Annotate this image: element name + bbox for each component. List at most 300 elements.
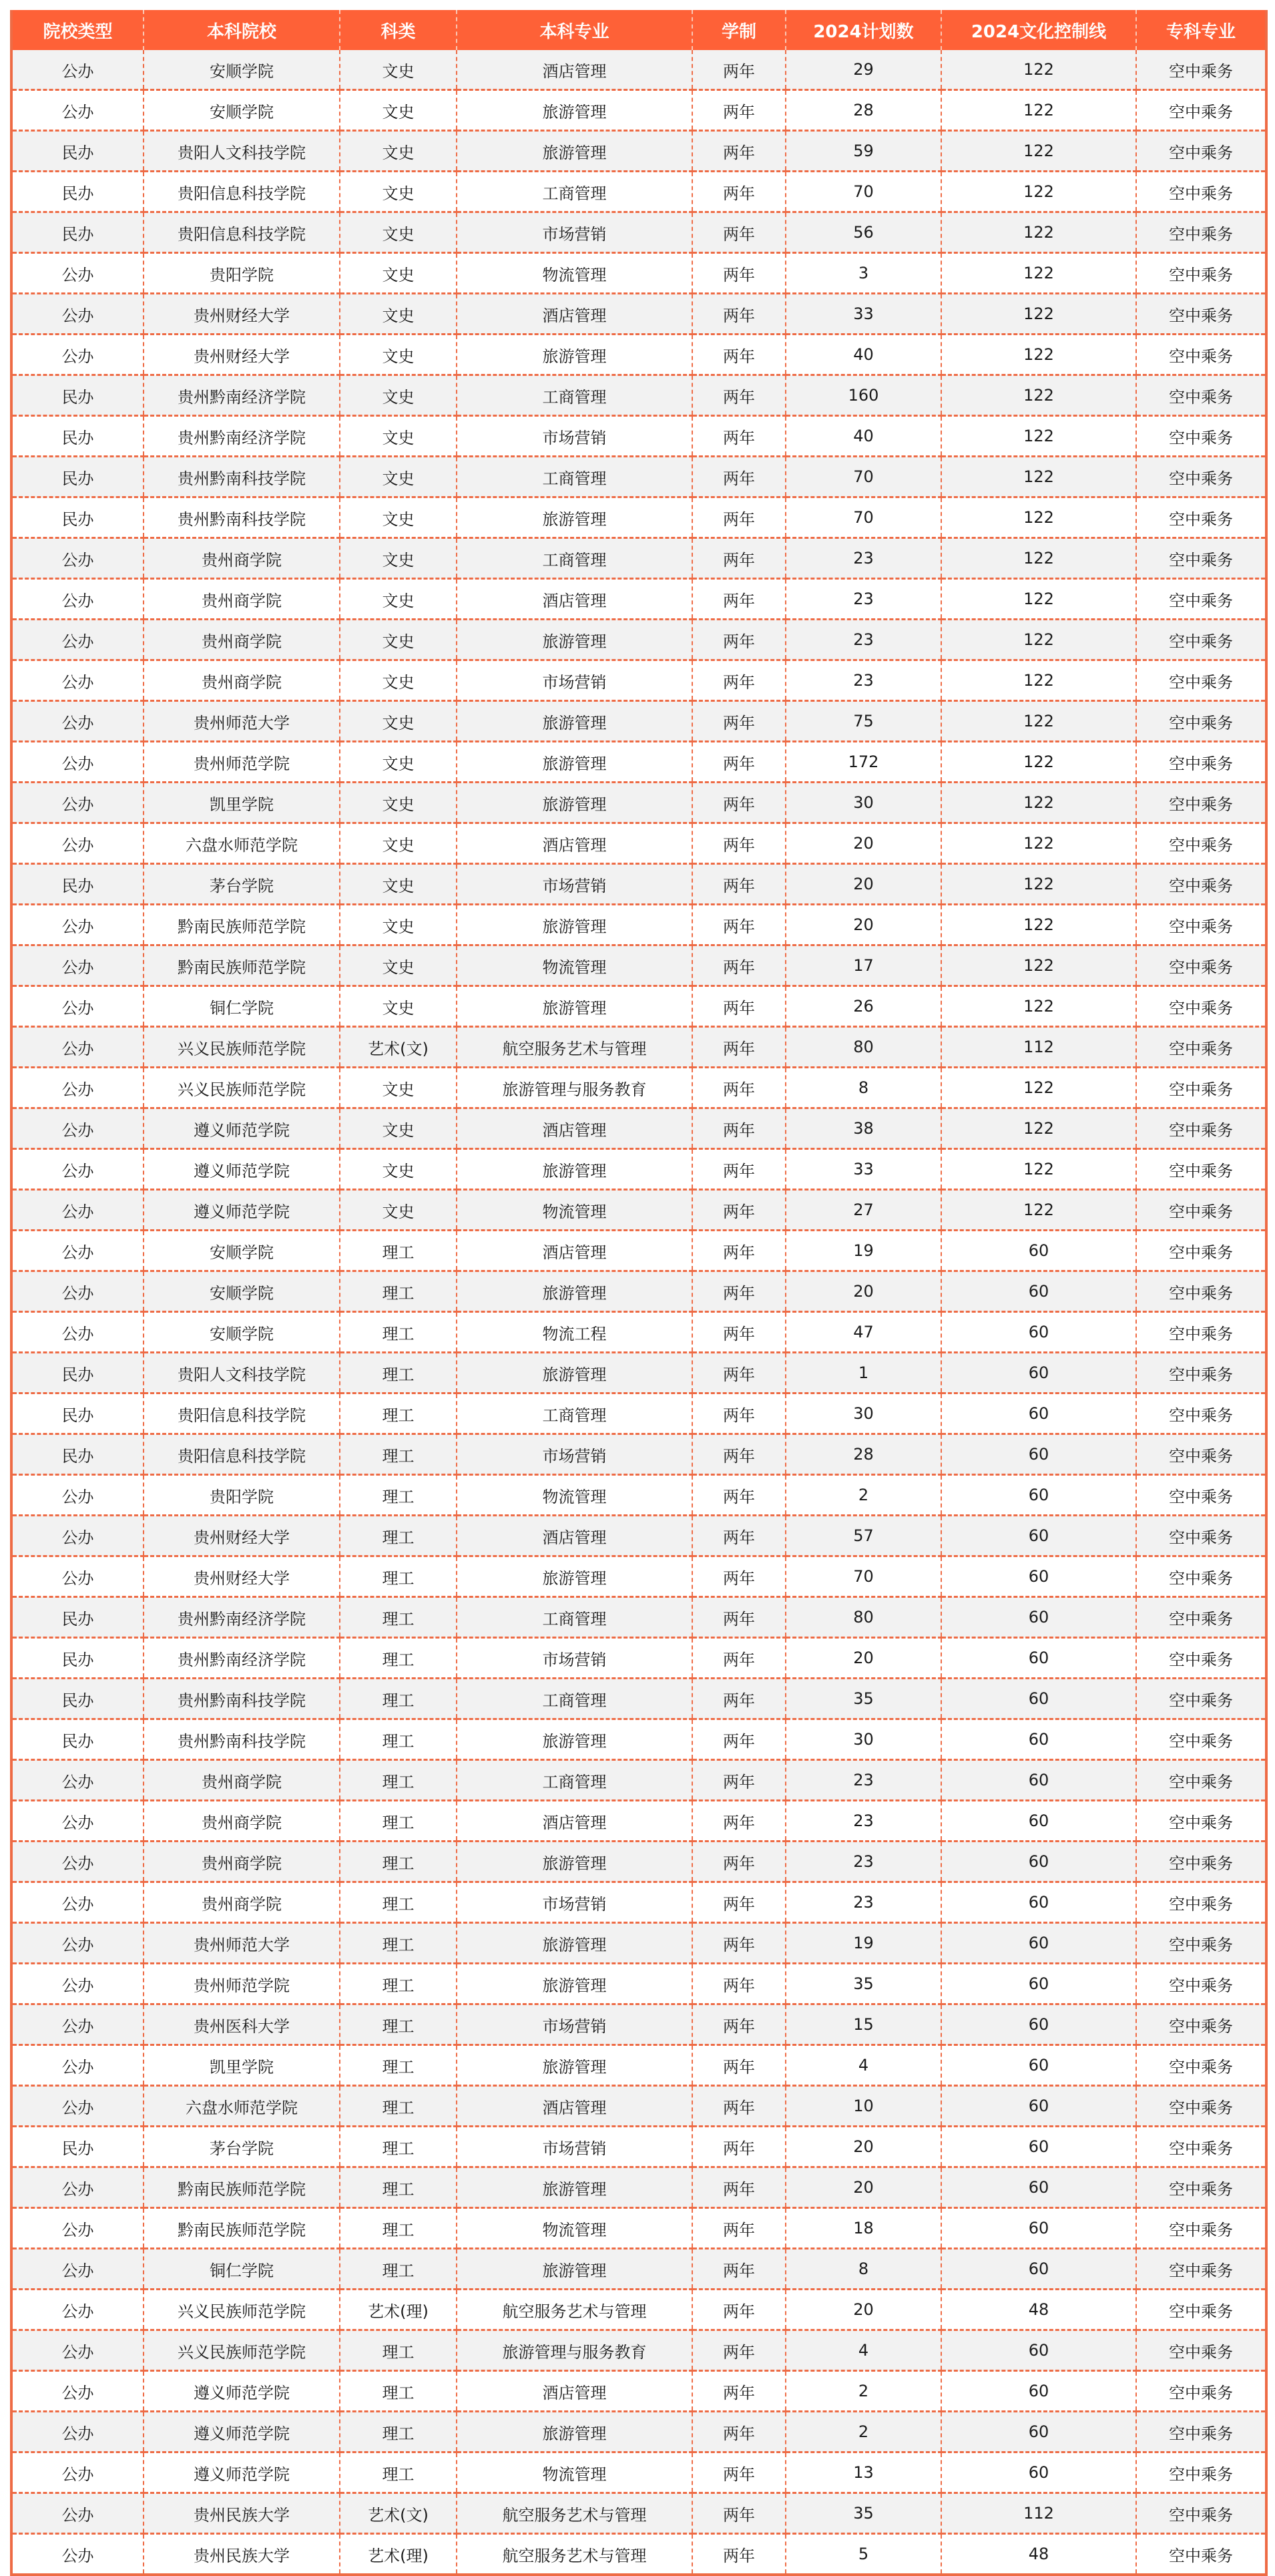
cell-undergrad-major: 物流管理 (457, 945, 692, 986)
table-row (11, 1964, 1266, 2004)
table-row (11, 497, 1266, 538)
cell-undergrad-school: 贵州财经大学 (144, 1556, 340, 1597)
cell-subject-category: 文史 (340, 335, 457, 375)
cell-cutoff-line: 122 (941, 701, 1136, 742)
table-row (11, 986, 1266, 1027)
table-row (11, 1679, 1266, 1719)
table-row (11, 2167, 1266, 2208)
table-row (11, 864, 1266, 905)
cell-cutoff-line: 122 (941, 90, 1136, 131)
cell-plan-count: 3 (786, 253, 941, 294)
cell-school-type: 公办 (11, 1149, 144, 1190)
cell-subject-category: 文史 (340, 50, 457, 90)
cell-plan-count: 23 (786, 660, 941, 701)
cell-duration: 两年 (692, 701, 786, 742)
cell-school-type: 公办 (11, 1882, 144, 1923)
cell-plan-count: 23 (786, 1801, 941, 1842)
table-row (11, 1597, 1266, 1638)
header-cutoff-line-2024: 2024文化控制线 (941, 10, 1136, 50)
cell-cutoff-line: 112 (941, 2493, 1136, 2534)
cell-school-type: 公办 (11, 1842, 144, 1882)
cell-school-type: 民办 (11, 1679, 144, 1719)
cell-cutoff-line: 60 (941, 1353, 1136, 1393)
cell-duration: 两年 (692, 2330, 786, 2371)
cell-plan-count: 4 (786, 2330, 941, 2371)
cell-subject-category: 理工 (340, 1475, 457, 1516)
cell-undergrad-major: 旅游管理 (457, 1271, 692, 1312)
cell-subject-category: 理工 (340, 1842, 457, 1882)
cell-plan-count: 29 (786, 50, 941, 90)
cell-school-type: 民办 (11, 864, 144, 905)
cell-plan-count: 172 (786, 742, 941, 783)
cell-associate-major: 空中乘务 (1136, 701, 1266, 742)
cell-subject-category: 理工 (340, 1516, 457, 1556)
cell-duration: 两年 (692, 2371, 786, 2412)
cell-cutoff-line: 122 (941, 457, 1136, 497)
cell-plan-count: 4 (786, 2045, 941, 2086)
cell-undergrad-major: 旅游管理 (457, 1556, 692, 1597)
cell-subject-category: 文史 (340, 538, 457, 579)
cell-plan-count: 27 (786, 1190, 941, 1231)
cell-plan-count: 70 (786, 172, 941, 212)
cell-cutoff-line: 60 (941, 1760, 1136, 1801)
cell-plan-count: 2 (786, 2412, 941, 2452)
cell-associate-major: 空中乘务 (1136, 253, 1266, 294)
cell-undergrad-major: 旅游管理 (457, 905, 692, 945)
cell-plan-count: 30 (786, 783, 941, 823)
table-row (11, 1842, 1266, 1882)
cell-associate-major: 空中乘务 (1136, 1964, 1266, 2004)
cell-plan-count: 160 (786, 375, 941, 416)
table-row (11, 294, 1266, 335)
cell-subject-category: 文史 (340, 864, 457, 905)
cell-duration: 两年 (692, 823, 786, 864)
cell-undergrad-major: 旅游管理 (457, 2412, 692, 2452)
cell-undergrad-major: 旅游管理 (457, 783, 692, 823)
cell-undergrad-school: 贵州师范大学 (144, 701, 340, 742)
cell-subject-category: 文史 (340, 620, 457, 660)
cell-school-type: 公办 (11, 2493, 144, 2534)
cell-undergrad-major: 酒店管理 (457, 579, 692, 620)
cell-associate-major: 空中乘务 (1136, 620, 1266, 660)
table-row (11, 1434, 1266, 1475)
table-row (11, 742, 1266, 783)
cell-subject-category: 文史 (340, 1108, 457, 1149)
cell-associate-major: 空中乘务 (1136, 2493, 1266, 2534)
cell-cutoff-line: 60 (941, 1638, 1136, 1679)
cell-school-type: 公办 (11, 1475, 144, 1516)
cell-plan-count: 23 (786, 579, 941, 620)
table-row (11, 1190, 1266, 1231)
cell-subject-category: 文史 (340, 497, 457, 538)
cell-duration: 两年 (692, 2004, 786, 2045)
cell-subject-category: 理工 (340, 2412, 457, 2452)
cell-duration: 两年 (692, 1801, 786, 1842)
cell-plan-count: 40 (786, 416, 941, 457)
cell-associate-major: 空中乘务 (1136, 1271, 1266, 1312)
cell-associate-major: 空中乘务 (1136, 1353, 1266, 1393)
cell-cutoff-line: 60 (941, 1719, 1136, 1760)
cell-duration: 两年 (692, 2249, 786, 2290)
cell-school-type: 公办 (11, 2167, 144, 2208)
cell-undergrad-school: 遵义师范学院 (144, 1190, 340, 1231)
table-row (11, 375, 1266, 416)
cell-associate-major: 空中乘务 (1136, 2330, 1266, 2371)
cell-undergrad-school: 贵州师范学院 (144, 742, 340, 783)
cell-cutoff-line: 122 (941, 172, 1136, 212)
cell-undergrad-major: 旅游管理 (457, 2045, 692, 2086)
cell-associate-major: 空中乘务 (1136, 1638, 1266, 1679)
cell-undergrad-major: 旅游管理 (457, 742, 692, 783)
cell-associate-major: 空中乘务 (1136, 2167, 1266, 2208)
cell-associate-major: 空中乘务 (1136, 1679, 1266, 1719)
cell-duration: 两年 (692, 620, 786, 660)
cell-duration: 两年 (692, 1556, 786, 1597)
cell-school-type: 民办 (11, 2127, 144, 2167)
cell-associate-major: 空中乘务 (1136, 1149, 1266, 1190)
cell-plan-count: 18 (786, 2208, 941, 2249)
table-row (11, 2330, 1266, 2371)
cell-plan-count: 47 (786, 1312, 941, 1353)
cell-plan-count: 20 (786, 1638, 941, 1679)
cell-subject-category: 艺术(文) (340, 2493, 457, 2534)
cell-school-type: 公办 (11, 2371, 144, 2412)
cell-school-type: 民办 (11, 212, 144, 253)
cell-associate-major: 空中乘务 (1136, 945, 1266, 986)
cell-school-type: 公办 (11, 945, 144, 986)
cell-undergrad-school: 安顺学院 (144, 90, 340, 131)
cell-school-type: 民办 (11, 1353, 144, 1393)
cell-undergrad-major: 物流管理 (457, 2208, 692, 2249)
table-row (11, 660, 1266, 701)
table-row (11, 212, 1266, 253)
cell-school-type: 公办 (11, 1231, 144, 1271)
cell-plan-count: 10 (786, 2086, 941, 2127)
cell-associate-major: 空中乘务 (1136, 294, 1266, 335)
cell-duration: 两年 (692, 457, 786, 497)
cell-associate-major: 空中乘务 (1136, 905, 1266, 945)
cell-undergrad-major: 工商管理 (457, 1597, 692, 1638)
cell-plan-count: 80 (786, 1027, 941, 1068)
cell-undergrad-school: 贵州财经大学 (144, 1516, 340, 1556)
cell-associate-major: 空中乘务 (1136, 660, 1266, 701)
cell-undergrad-school: 兴义民族师范学院 (144, 1068, 340, 1108)
cell-plan-count: 20 (786, 2127, 941, 2167)
cell-school-type: 公办 (11, 1801, 144, 1842)
cell-undergrad-school: 贵州商学院 (144, 620, 340, 660)
cell-cutoff-line: 60 (941, 1475, 1136, 1516)
cell-associate-major: 空中乘务 (1136, 457, 1266, 497)
cell-cutoff-line: 60 (941, 2208, 1136, 2249)
cell-associate-major: 空中乘务 (1136, 375, 1266, 416)
cell-cutoff-line: 122 (941, 294, 1136, 335)
header-school-type: 院校类型 (11, 10, 144, 50)
table-row (11, 1882, 1266, 1923)
cell-subject-category: 理工 (340, 2249, 457, 2290)
cell-school-type: 公办 (11, 579, 144, 620)
cell-undergrad-school: 贵州商学院 (144, 538, 340, 579)
cell-undergrad-school: 贵州医科大学 (144, 2004, 340, 2045)
cell-undergrad-school: 安顺学院 (144, 1231, 340, 1271)
cell-cutoff-line: 122 (941, 660, 1136, 701)
cell-subject-category: 文史 (340, 416, 457, 457)
header-duration: 学制 (692, 10, 786, 50)
cell-undergrad-school: 贵州黔南经济学院 (144, 416, 340, 457)
cell-associate-major: 空中乘务 (1136, 538, 1266, 579)
cell-cutoff-line: 60 (941, 2412, 1136, 2452)
cell-cutoff-line: 122 (941, 1068, 1136, 1108)
cell-duration: 两年 (692, 2045, 786, 2086)
cell-duration: 两年 (692, 1516, 786, 1556)
cell-associate-major: 空中乘务 (1136, 1312, 1266, 1353)
cell-school-type: 公办 (11, 1312, 144, 1353)
cell-school-type: 民办 (11, 1393, 144, 1434)
cell-school-type: 公办 (11, 1271, 144, 1312)
cell-associate-major: 空中乘务 (1136, 2534, 1266, 2575)
table-row (11, 538, 1266, 579)
cell-undergrad-major: 酒店管理 (457, 2371, 692, 2412)
cell-undergrad-major: 酒店管理 (457, 823, 692, 864)
cell-duration: 两年 (692, 1679, 786, 1719)
cell-duration: 两年 (692, 986, 786, 1027)
cell-subject-category: 理工 (340, 2167, 457, 2208)
cell-undergrad-major: 市场营销 (457, 2004, 692, 2045)
cell-subject-category: 文史 (340, 742, 457, 783)
cell-plan-count: 23 (786, 538, 941, 579)
cell-school-type: 公办 (11, 742, 144, 783)
cell-undergrad-school: 贵阳信息科技学院 (144, 172, 340, 212)
cell-associate-major: 空中乘务 (1136, 416, 1266, 457)
cell-undergrad-major: 航空服务艺术与管理 (457, 2290, 692, 2330)
cell-subject-category: 理工 (340, 1434, 457, 1475)
cell-undergrad-major: 旅游管理 (457, 90, 692, 131)
cell-undergrad-school: 贵阳人文科技学院 (144, 131, 340, 172)
cell-associate-major: 空中乘务 (1136, 90, 1266, 131)
cell-school-type: 民办 (11, 416, 144, 457)
table-row (11, 90, 1266, 131)
cell-cutoff-line: 60 (941, 1556, 1136, 1597)
cell-cutoff-line: 60 (941, 1842, 1136, 1882)
cell-plan-count: 75 (786, 701, 941, 742)
cell-associate-major: 空中乘务 (1136, 1801, 1266, 1842)
cell-school-type: 公办 (11, 538, 144, 579)
table-row (11, 2534, 1266, 2575)
cell-school-type: 公办 (11, 2534, 144, 2575)
table-row (11, 2290, 1266, 2330)
cell-undergrad-school: 贵州商学院 (144, 579, 340, 620)
cell-subject-category: 理工 (340, 2086, 457, 2127)
cell-cutoff-line: 60 (941, 1271, 1136, 1312)
cell-undergrad-school: 贵州黔南经济学院 (144, 375, 340, 416)
cell-cutoff-line: 122 (941, 742, 1136, 783)
cell-plan-count: 28 (786, 1434, 941, 1475)
cell-associate-major: 空中乘务 (1136, 2452, 1266, 2493)
cell-duration: 两年 (692, 2493, 786, 2534)
cell-duration: 两年 (692, 864, 786, 905)
cell-undergrad-school: 黔南民族师范学院 (144, 905, 340, 945)
table-row (11, 1475, 1266, 1516)
cell-duration: 两年 (692, 1597, 786, 1638)
cell-subject-category: 理工 (340, 2045, 457, 2086)
table-body (11, 50, 1266, 2575)
header-subject-category: 科类 (340, 10, 457, 50)
cell-school-type: 民办 (11, 1638, 144, 1679)
cell-undergrad-major: 市场营销 (457, 1882, 692, 1923)
cell-plan-count: 70 (786, 497, 941, 538)
cell-associate-major: 空中乘务 (1136, 2208, 1266, 2249)
cell-school-type: 公办 (11, 2004, 144, 2045)
table-row (11, 335, 1266, 375)
cell-subject-category: 文史 (340, 375, 457, 416)
cell-subject-category: 理工 (340, 2004, 457, 2045)
cell-undergrad-major: 工商管理 (457, 375, 692, 416)
cell-associate-major: 空中乘务 (1136, 1068, 1266, 1108)
cell-plan-count: 20 (786, 2290, 941, 2330)
cell-undergrad-major: 市场营销 (457, 1638, 692, 1679)
cell-cutoff-line: 60 (941, 1231, 1136, 1271)
cell-undergrad-school: 黔南民族师范学院 (144, 2167, 340, 2208)
cell-undergrad-major: 旅游管理 (457, 2167, 692, 2208)
table-row (11, 2086, 1266, 2127)
cell-plan-count: 33 (786, 1149, 941, 1190)
cell-plan-count: 59 (786, 131, 941, 172)
table-row (11, 1719, 1266, 1760)
cell-undergrad-school: 贵州商学院 (144, 1882, 340, 1923)
cell-cutoff-line: 122 (941, 823, 1136, 864)
cell-undergrad-major: 旅游管理 (457, 1353, 692, 1393)
cell-plan-count: 26 (786, 986, 941, 1027)
cell-undergrad-school: 贵州黔南经济学院 (144, 1638, 340, 1679)
cell-associate-major: 空中乘务 (1136, 2290, 1266, 2330)
cell-undergrad-school: 安顺学院 (144, 1271, 340, 1312)
cell-undergrad-major: 市场营销 (457, 416, 692, 457)
cell-associate-major: 空中乘务 (1136, 823, 1266, 864)
cell-associate-major: 空中乘务 (1136, 1475, 1266, 1516)
cell-duration: 两年 (692, 1353, 786, 1393)
cell-subject-category: 理工 (340, 1719, 457, 1760)
table-row (11, 905, 1266, 945)
table-row (11, 1556, 1266, 1597)
table-row (11, 2045, 1266, 2086)
cell-duration: 两年 (692, 579, 786, 620)
cell-duration: 两年 (692, 1190, 786, 1231)
cell-undergrad-major: 酒店管理 (457, 1516, 692, 1556)
cell-school-type: 公办 (11, 2412, 144, 2452)
cell-plan-count: 2 (786, 1475, 941, 1516)
table-row (11, 2493, 1266, 2534)
cell-undergrad-major: 酒店管理 (457, 50, 692, 90)
cell-undergrad-school: 铜仁学院 (144, 2249, 340, 2290)
cell-subject-category: 文史 (340, 212, 457, 253)
cell-associate-major: 空中乘务 (1136, 579, 1266, 620)
cell-undergrad-school: 安顺学院 (144, 1312, 340, 1353)
cell-associate-major: 空中乘务 (1136, 497, 1266, 538)
table-row (11, 2412, 1266, 2452)
cell-undergrad-school: 安顺学院 (144, 50, 340, 90)
cell-associate-major: 空中乘务 (1136, 2371, 1266, 2412)
cell-undergrad-school: 贵州民族大学 (144, 2534, 340, 2575)
cell-associate-major: 空中乘务 (1136, 1882, 1266, 1923)
table-row (11, 823, 1266, 864)
cell-duration: 两年 (692, 1312, 786, 1353)
cell-school-type: 公办 (11, 1027, 144, 1068)
cell-undergrad-school: 兴义民族师范学院 (144, 2290, 340, 2330)
cell-undergrad-major: 航空服务艺术与管理 (457, 2493, 692, 2534)
cell-duration: 两年 (692, 50, 786, 90)
cell-school-type: 民办 (11, 1597, 144, 1638)
cell-duration: 两年 (692, 172, 786, 212)
cell-undergrad-major: 旅游管理 (457, 1149, 692, 1190)
table-row (11, 2208, 1266, 2249)
cell-undergrad-major: 旅游管理 (457, 1964, 692, 2004)
cell-duration: 两年 (692, 90, 786, 131)
cell-duration: 两年 (692, 1923, 786, 1964)
cell-plan-count: 40 (786, 335, 941, 375)
cell-undergrad-major: 市场营销 (457, 660, 692, 701)
cell-school-type: 民办 (11, 497, 144, 538)
cell-school-type: 公办 (11, 2330, 144, 2371)
cell-associate-major: 空中乘务 (1136, 986, 1266, 1027)
cell-cutoff-line: 122 (941, 864, 1136, 905)
cell-cutoff-line: 112 (941, 1027, 1136, 1068)
cell-undergrad-school: 凯里学院 (144, 2045, 340, 2086)
cell-duration: 两年 (692, 2167, 786, 2208)
cell-subject-category: 理工 (340, 1801, 457, 1842)
cell-associate-major: 空中乘务 (1136, 2086, 1266, 2127)
table-header (11, 10, 1266, 50)
cell-cutoff-line: 60 (941, 1964, 1136, 2004)
header-undergrad-school: 本科院校 (144, 10, 340, 50)
cell-undergrad-major: 酒店管理 (457, 2086, 692, 2127)
cell-duration: 两年 (692, 2452, 786, 2493)
table-row (11, 172, 1266, 212)
cell-cutoff-line: 122 (941, 335, 1136, 375)
cell-duration: 两年 (692, 1271, 786, 1312)
cell-undergrad-school: 贵州财经大学 (144, 335, 340, 375)
cell-duration: 两年 (692, 1842, 786, 1882)
cell-plan-count: 35 (786, 2493, 941, 2534)
cell-school-type: 公办 (11, 1190, 144, 1231)
cell-undergrad-school: 贵阳学院 (144, 253, 340, 294)
header-associate-major: 专科专业 (1136, 10, 1266, 50)
cell-cutoff-line: 60 (941, 1516, 1136, 1556)
table-row (11, 1312, 1266, 1353)
cell-subject-category: 理工 (340, 1964, 457, 2004)
table-row (11, 2452, 1266, 2493)
cell-duration: 两年 (692, 2208, 786, 2249)
cell-undergrad-major: 航空服务艺术与管理 (457, 2534, 692, 2575)
cell-undergrad-major: 工商管理 (457, 457, 692, 497)
cell-undergrad-major: 旅游管理与服务教育 (457, 2330, 692, 2371)
cell-school-type: 公办 (11, 905, 144, 945)
cell-undergrad-major: 工商管理 (457, 172, 692, 212)
cell-school-type: 民办 (11, 172, 144, 212)
table-row (11, 1760, 1266, 1801)
cell-duration: 两年 (692, 497, 786, 538)
cell-cutoff-line: 60 (941, 1923, 1136, 1964)
table-row (11, 2371, 1266, 2412)
table-row (11, 1393, 1266, 1434)
cell-duration: 两年 (692, 945, 786, 986)
cell-associate-major: 空中乘务 (1136, 1231, 1266, 1271)
cell-plan-count: 56 (786, 212, 941, 253)
cell-undergrad-school: 贵州师范学院 (144, 1964, 340, 2004)
cell-plan-count: 19 (786, 1231, 941, 1271)
cell-duration: 两年 (692, 253, 786, 294)
cell-cutoff-line: 122 (941, 375, 1136, 416)
table-row (11, 1923, 1266, 1964)
cell-undergrad-major: 物流管理 (457, 253, 692, 294)
